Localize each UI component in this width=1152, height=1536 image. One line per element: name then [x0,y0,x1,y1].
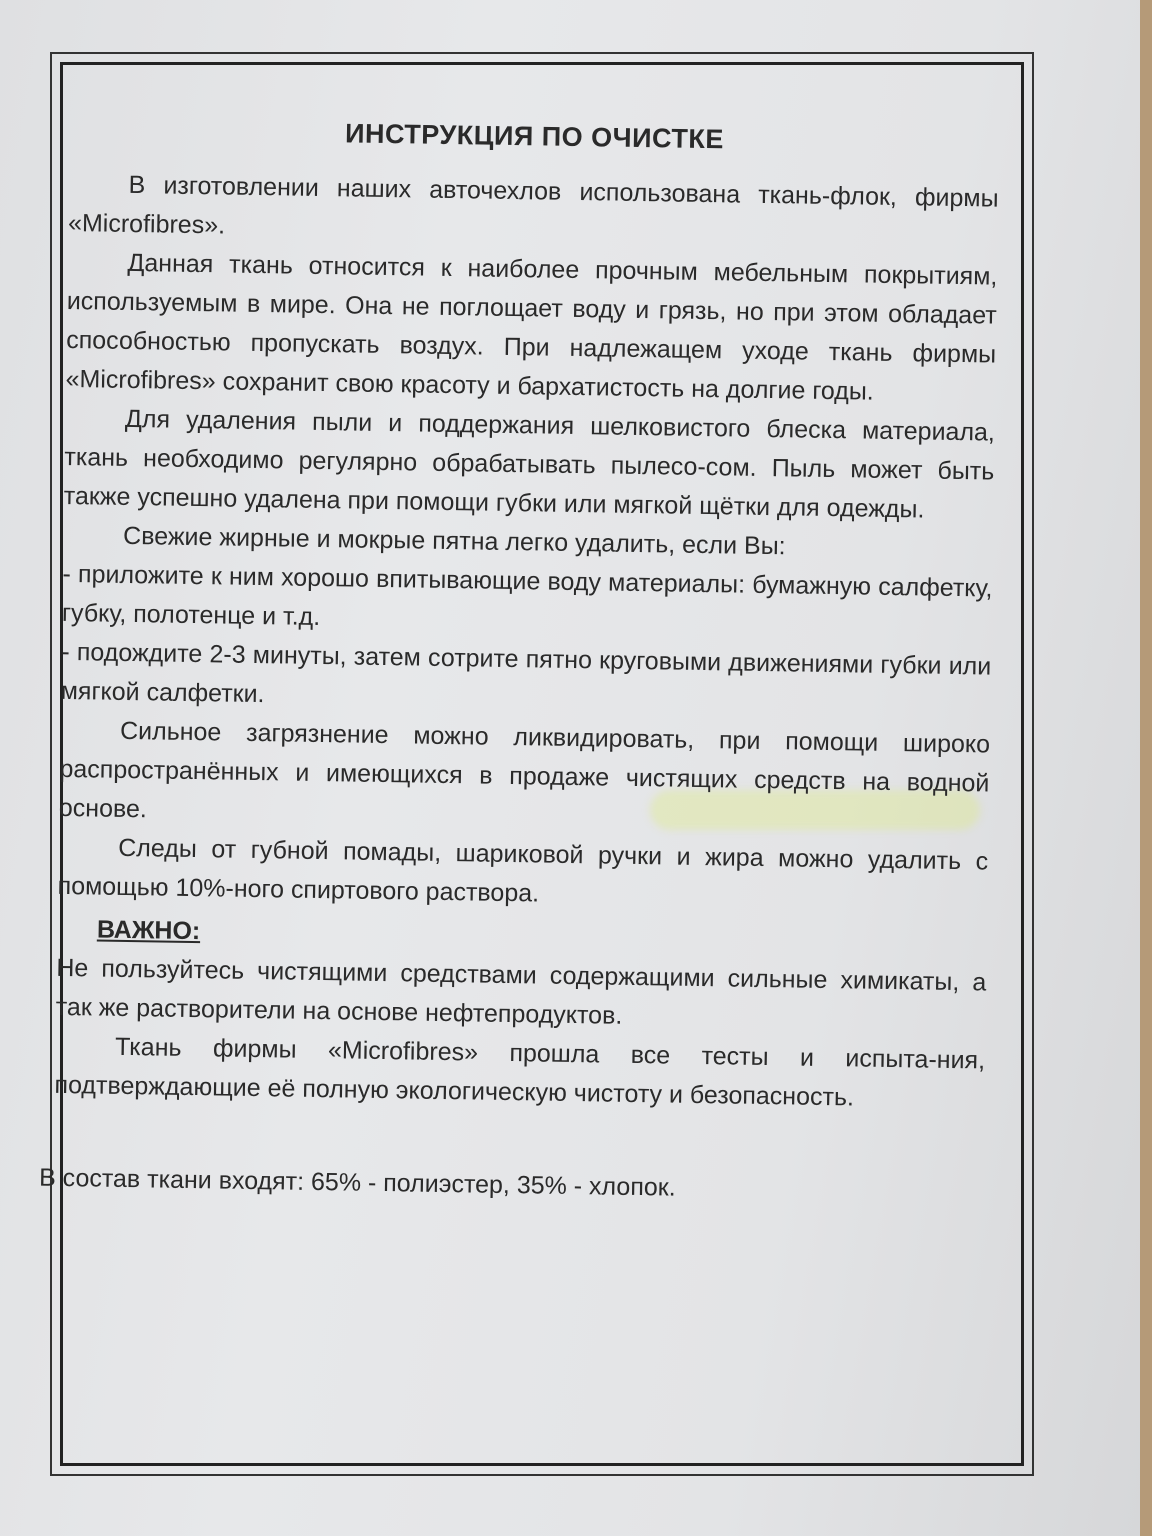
paragraph-stains-intro: Свежие жирные и мокрые пятна легко удалить, если Вы: [122,521,786,561]
paragraph-dust-removal: Для удаления пыли и поддержания шелковистого блеска материала, ткань необходимо регулярно обрабатывать пылесо-сом. Пыль может быть также успешно удалена при помощи губки или мягкой щётки для одежды. [63,404,996,524]
paragraph-intro: В изготовлении наших авточехлов использована ткань-флок, фирмы «Microfibres». [67,170,999,240]
paragraph-lipstick: Следы от губной помады, шариковой ручки и жира можно удалить с помощью 10%-ного спиртового раствора. [57,833,989,908]
list-item-absorb: - приложите к ним хорошо впитывающие воду материалы: бумажную салфетку, губку, полотенце и т.д. [61,559,993,631]
paragraph-heavy-dirt: Сильное загрязнение можно ликвидировать, при помощи широко распространённых и имеющихся в продаже чистящих средств на водной основе. [58,716,991,824]
document-body [38,100,1000,1212]
fabric-composition: В состав ткани входят: 65% - полиэстер, 35% - хлопок. [38,1163,676,1202]
important-text: Не пользуйтесь чистящими средствами содержащими сильные химикаты, а так же растворители на основе нефтепродуктов. [55,953,987,1030]
paragraph-eco-safety: Ткань фирмы «Microfibres» прошла все тесты и испыта-ния, подтверждающие её полную экологическую чистоту и безопасность. [54,1032,986,1112]
paragraph-fabric-properties: Данная ткань относится к наиболее прочным мебельным покрытиям, используемым в мире. Она не поглощает воду и грязь, но при этом обладает способностью пропускать воздух. При надлежащем уходе ткань фирмы «Microfibres» сохранит свою красоту и бархатистость на долгие годы. [65,248,998,406]
important-label: ВАЖНО: [96,915,201,946]
document-title: ИНСТРУКЦИЯ ПО ОЧИСТКЕ [344,118,725,155]
list-item-wait: - подождите 2-3 минуты, затем сотрите пятно круговыми движениями губки или мягкой салфетки. [60,637,992,709]
